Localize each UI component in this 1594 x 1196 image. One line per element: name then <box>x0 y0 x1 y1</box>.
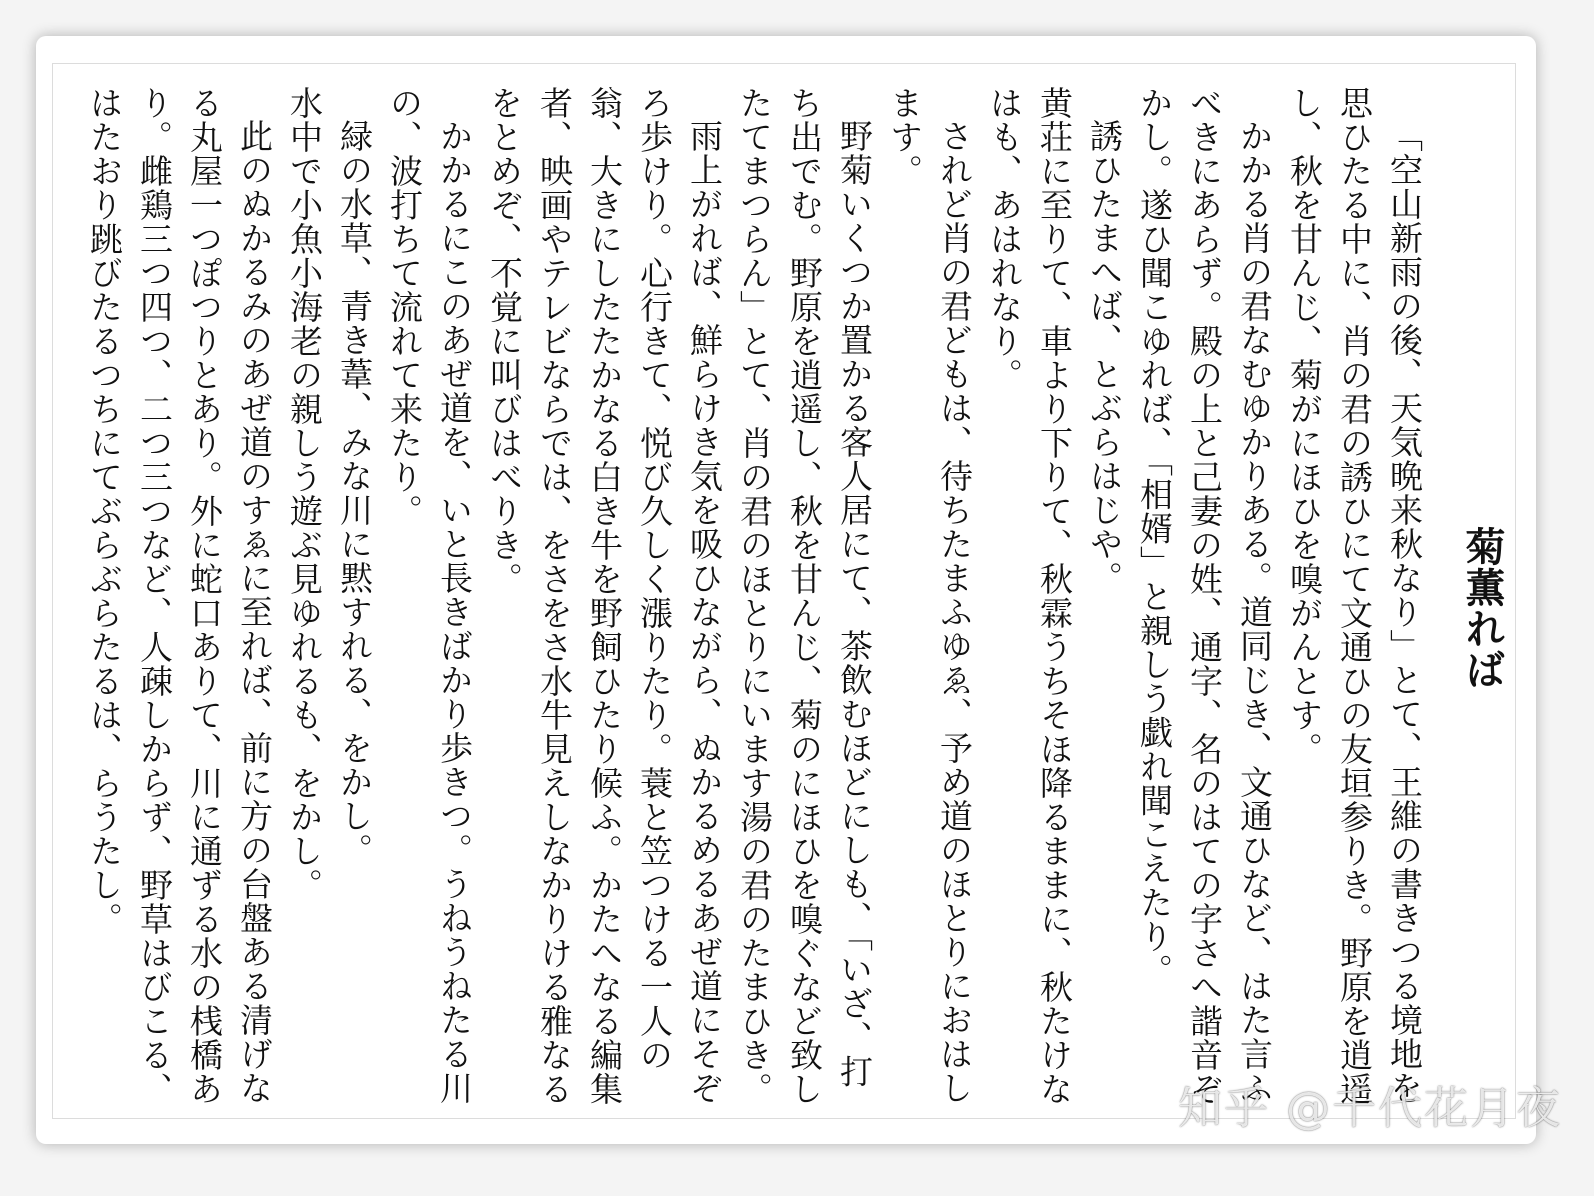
paragraph: 水中で小魚小海老の親しう遊ぶ見ゆれるも、をかし。 <box>285 86 324 902</box>
paragraph: かかるにこのあぜ道を、いと長きばかり歩きつ。うねうねたる川の、波打ちて流れて来たり。 <box>385 86 474 1105</box>
paragraph: 野菊いくつか置かる客人居にて、茶飲むほどにしも、「いざ、打ち出でむ。野原を逍遥し、秋を甘んじ、菊のにほひを嗅ぐなど致したてまつらん」とて、肖の君のほとりにいます湯の君のたまひき。 <box>735 86 874 1106</box>
vertical-text-body <box>79 86 1507 1116</box>
paragraph: 此のぬかるみのあぜ道のすゑに至れば、前に方の台盤ある清げなる丸屋一つぽつりとあり。外に蛇口ありて、川に通ずる水の桟橋あり。雌鶏三つ四つ、二つ三つなど、人疎しからず、野草はびこる、はたおり跳びたるつちにてぶらぶらたるは、らうたし。 <box>85 86 274 1106</box>
paragraph: 雨上がれば、鮮らけき気を吸ひながら、ぬかるめるあぜ道にそぞろ歩けり。心行きて、悦び久しく漲りたり。蓑と笠つける一人の翁、大きにしたたかなる白き牛を野飼ひたり候ふ。かたへなる編集者、映画やテレビならでは、をさをさ水牛見えしなかりける雅なるをとめぞ、不覚に叫びはべりき。 <box>485 86 724 1106</box>
page-card <box>36 36 1536 1144</box>
paragraph: 緑の水草、青き葦、みな川に黙すれる、をかし。 <box>335 119 374 867</box>
paragraph: 「空山新雨の後、天気晩来秋なり」とて、王維の書きつる境地を思ひたる中に、肖の君の誘ひにて文通ひの友垣参りき。野原を逍遥し、秋を甘んじ、菊がにほひを嗅がんとす。 <box>1285 86 1424 1106</box>
paragraph: 誘ひたまへば、とぶらはじや。 <box>1085 119 1124 595</box>
paragraph: 黄荘に至りて、車より下りて、秋霖うちそほ降るままに、秋たけなはも、あはれなり。 <box>985 86 1074 1106</box>
watermark: 知乎 @千代花月夜 <box>1178 1083 1562 1134</box>
paragraph: されど肖の君どもは、待ちたまふゆゑ、予め道のほとりにおはします。 <box>885 86 974 1105</box>
paragraph: かかる肖の君なむゆかりある。道同じき、文通ひなど、はた言ふべきにあらず。殿の上と己妻の姓、通字、名のはての字さへ諧音ぞかし。遂ひ聞こゆれば、「相婿」と親しう戯れ聞こえたり。 <box>1135 86 1274 1106</box>
document-frame <box>52 63 1516 1119</box>
document-title: 菊薫れば <box>1459 526 1505 690</box>
